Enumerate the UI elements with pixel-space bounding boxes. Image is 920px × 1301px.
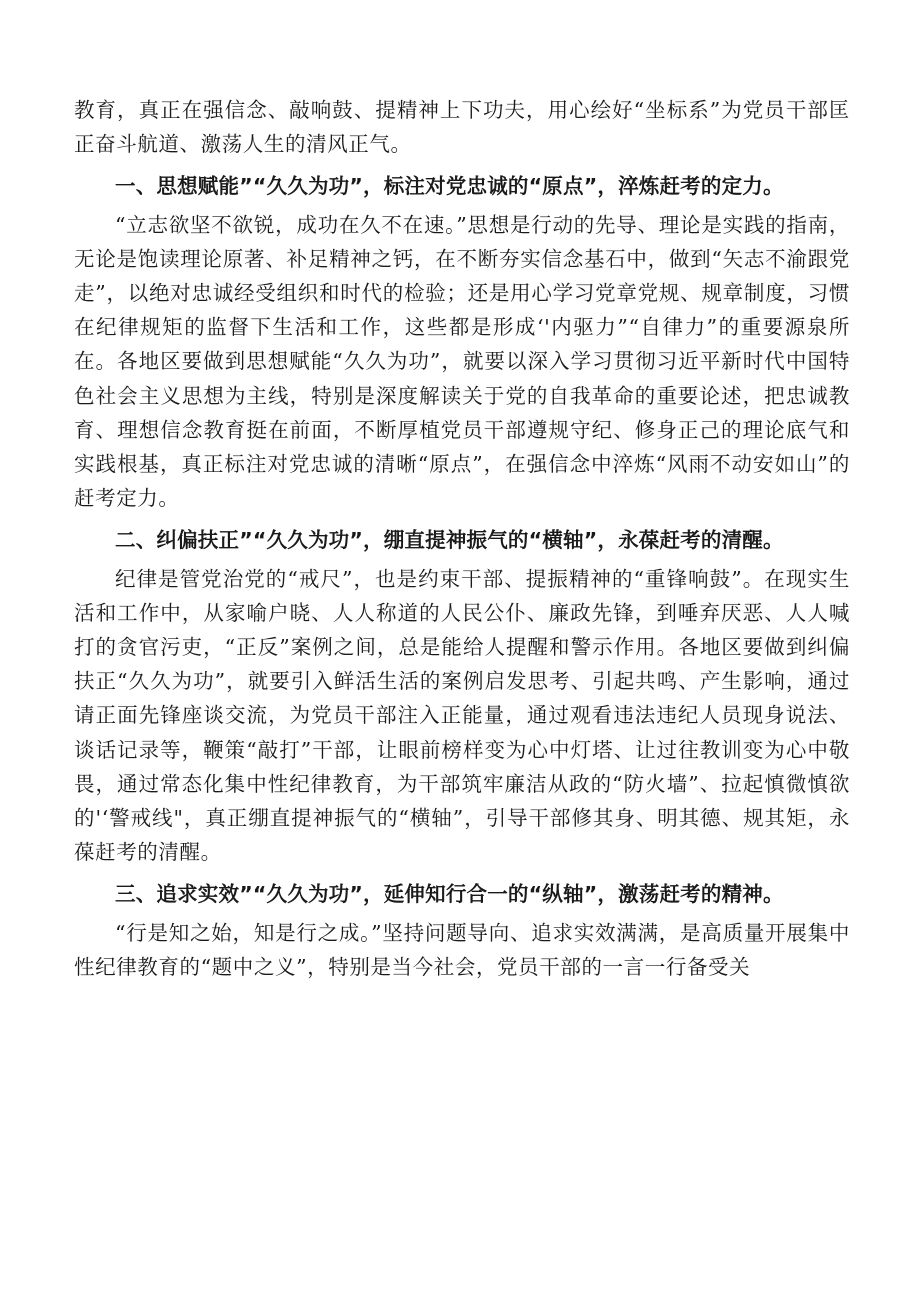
paragraph-section-3: “行是知之始，知是行之成。”坚持问题导向、追求实效满满，是高质量开展集中性纪律教育的“题中之义”，特别是当今社会，党员干部的一言一行备受关 [74, 920, 850, 979]
section-heading-3: 三、追求实效”“久久为功”，延伸知行合一的“纵轴”，激荡赶考的精神。 [115, 882, 784, 907]
paragraph-continued: 教育，真正在强信念、敲响鼓、提精神上下功夫，用心绘好“坐标系”为党员干部匡正奋斗航道、激荡人生的清风正气。 [74, 98, 850, 157]
section-heading-1: 一、思想赋能”“久久为功”，标注对党忠诚的“原点”，淬炼赶考的定力。 [115, 174, 784, 199]
document-page [74, 93, 850, 984]
paragraph-section-1: “立志欲坚不欲锐，成功在久不在速。”思想是行动的先导、理论是实践的指南，无论是饱读理论原著、补足精神之钙，在不断夯实信念基石中，做到“矢志不渝跟党走”，以绝对忠诚经受组织和时代的检验；还是用心学习党章党规、规章制度，习惯在纪律规矩的监督下生活和工作，这些都是形成‘'内驱力”“自律力”的重要源泉所在。各地区要做到思想赋能“久久为功”，就要以深入学习贯彻习近平新时代中国特色社会主义思想为主线，特别是深度解读关于党的自我革命的重要论述，把忠诚教育、理想信念教育挺在前面，不断厚植党员干部遵规守纪、修身正己的理论底气和实践根基，真正标注对党忠诚的清晰“原点”，在强信念中淬炼“风雨不动安如山”的赶考定力。 [74, 212, 850, 511]
paragraph-section-2: 纪律是管党治党的“戒尺”，也是约束干部、提振精神的“重锋响鼓”。在现实生活和工作中，从家喻户晓、人人称道的人民公仆、廉政先锋，到唾弃厌恶、人人喊打的贪官污吏，“正反”案例之间，总是能给人提醒和警示作用。各地区要做到纠偏扶正“久久为功”，就要引入鲜活生活的案例启发思考、引起共鸣、产生影响，通过请正面先锋座谈交流，为党员干部注入正能量，通过观看违法违纪人员现身说法、谈话记录等，鞭策“敲打”干部，让眼前榜样变为心中灯塔、让过往教训变为心中敬畏，通过常态化集中性纪律教育，为干部筑牢廉洁从政的“防火墙”、拉起慎微慎欲的'‘警戒线"，真正绷直提神振气的“横轴”，引导干部修其身、明其德、规其矩，永葆赶考的清醒。 [74, 566, 850, 865]
section-heading-2: 二、纠偏扶正”“久久为功”，绷直提神振气的“横轴”，永葆赶考的清醒。 [115, 528, 784, 553]
